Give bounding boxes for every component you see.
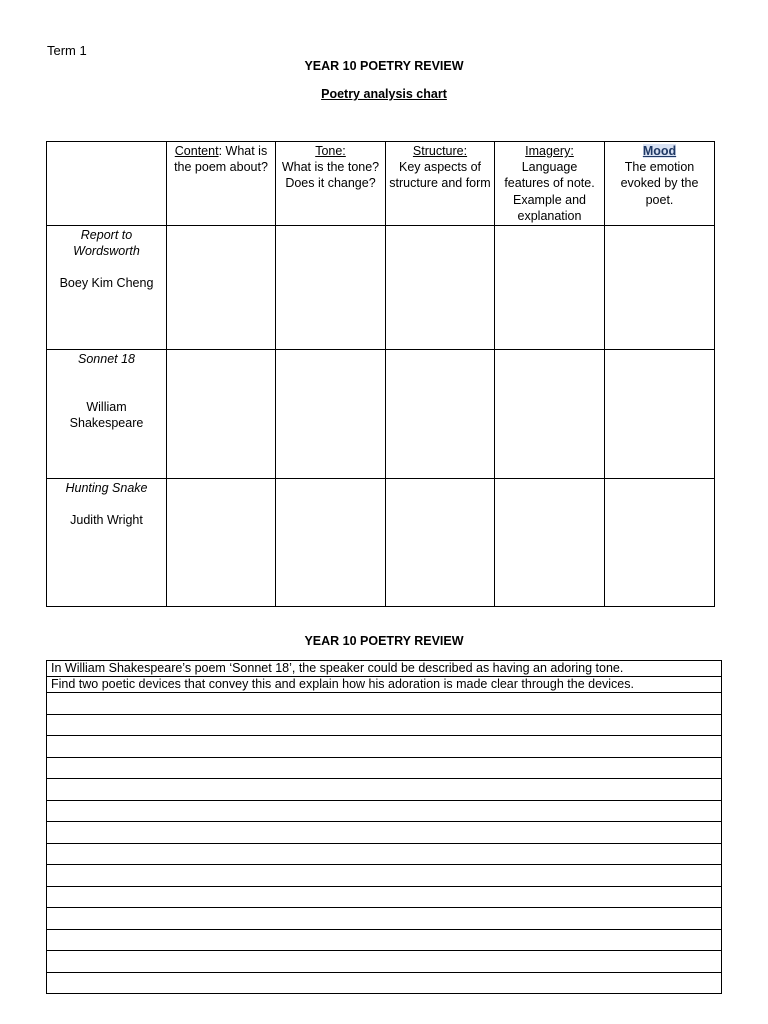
header-label: Content [174, 144, 219, 158]
header-label: Imagery: [525, 144, 574, 158]
answer-cell[interactable] [167, 350, 276, 479]
answer-cell[interactable] [386, 350, 495, 479]
poem-title: Sonnet 18 [78, 352, 135, 367]
header-content [167, 142, 276, 226]
corner-cell [47, 142, 167, 226]
answer-line[interactable] [47, 736, 722, 758]
table-row [47, 226, 715, 350]
chart-subtitle: Poetry analysis chart [321, 87, 447, 101]
chart-header-row [47, 142, 715, 226]
answer-cell[interactable] [386, 226, 495, 350]
answer-line[interactable] [47, 886, 722, 908]
header-mood [605, 142, 715, 226]
header-desc: The emotion evoked by the poet. [620, 160, 699, 207]
header-desc: Language features of note. Example and explanation [504, 160, 595, 223]
header-label: Structure: [412, 144, 468, 158]
table-row [47, 350, 715, 479]
answer-line[interactable] [47, 693, 722, 715]
answer-line[interactable] [47, 800, 722, 822]
poem-author: Judith Wright [70, 513, 143, 528]
answer-cell[interactable] [276, 479, 386, 607]
answer-line[interactable] [47, 908, 722, 930]
answer-line[interactable] [47, 779, 722, 801]
review-title: YEAR 10 POETRY REVIEW [304, 634, 464, 648]
answer-cell[interactable] [495, 350, 605, 479]
table-row [47, 479, 715, 607]
writing-table [46, 660, 722, 994]
answer-cell[interactable] [167, 226, 276, 350]
header-desc: What is the tone? Does it change? [281, 160, 380, 191]
header-label: Mood [642, 144, 677, 158]
question-line-1: In William Shakespeare’s poem ‘Sonnet 18’, the speaker could be described as having an adoring tone. [47, 661, 722, 677]
poem-title: Hunting Snake [65, 481, 148, 496]
header-structure [386, 142, 495, 226]
poem-author: Boey Kim Cheng [59, 276, 154, 291]
header-sep: : [218, 144, 226, 158]
answer-line[interactable] [47, 929, 722, 951]
term-label: Term 1 [47, 43, 87, 58]
answer-line[interactable] [47, 972, 722, 994]
answer-cell[interactable] [495, 479, 605, 607]
poem-cell [47, 226, 167, 350]
answer-cell[interactable] [495, 226, 605, 350]
question-row [47, 661, 722, 677]
answer-line[interactable] [47, 822, 722, 844]
answer-line[interactable] [47, 843, 722, 865]
answer-cell[interactable] [605, 226, 715, 350]
page-title: YEAR 10 POETRY REVIEW [304, 59, 464, 73]
poem-title: Report to Wordsworth [73, 228, 140, 259]
header-tone [276, 142, 386, 226]
poetry-analysis-chart [46, 141, 715, 607]
poem-cell [47, 350, 167, 479]
answer-cell[interactable] [605, 479, 715, 607]
answer-line[interactable] [47, 865, 722, 887]
question-row [47, 677, 722, 693]
answer-line[interactable] [47, 951, 722, 973]
answer-line[interactable] [47, 714, 722, 736]
header-label: Tone: [315, 144, 346, 158]
answer-cell[interactable] [386, 479, 495, 607]
answer-cell[interactable] [276, 350, 386, 479]
header-imagery [495, 142, 605, 226]
header-desc: What is the poem about? [174, 144, 268, 175]
answer-cell[interactable] [276, 226, 386, 350]
question-line-2: Find two poetic devices that convey this and explain how his adoration is made clear through the devices. [47, 677, 722, 693]
answer-line[interactable] [47, 757, 722, 779]
poem-cell [47, 479, 167, 607]
header-desc: Key aspects of structure and form [389, 160, 491, 191]
poem-author: William Shakespeare [69, 400, 144, 431]
answer-cell[interactable] [605, 350, 715, 479]
answer-cell[interactable] [167, 479, 276, 607]
